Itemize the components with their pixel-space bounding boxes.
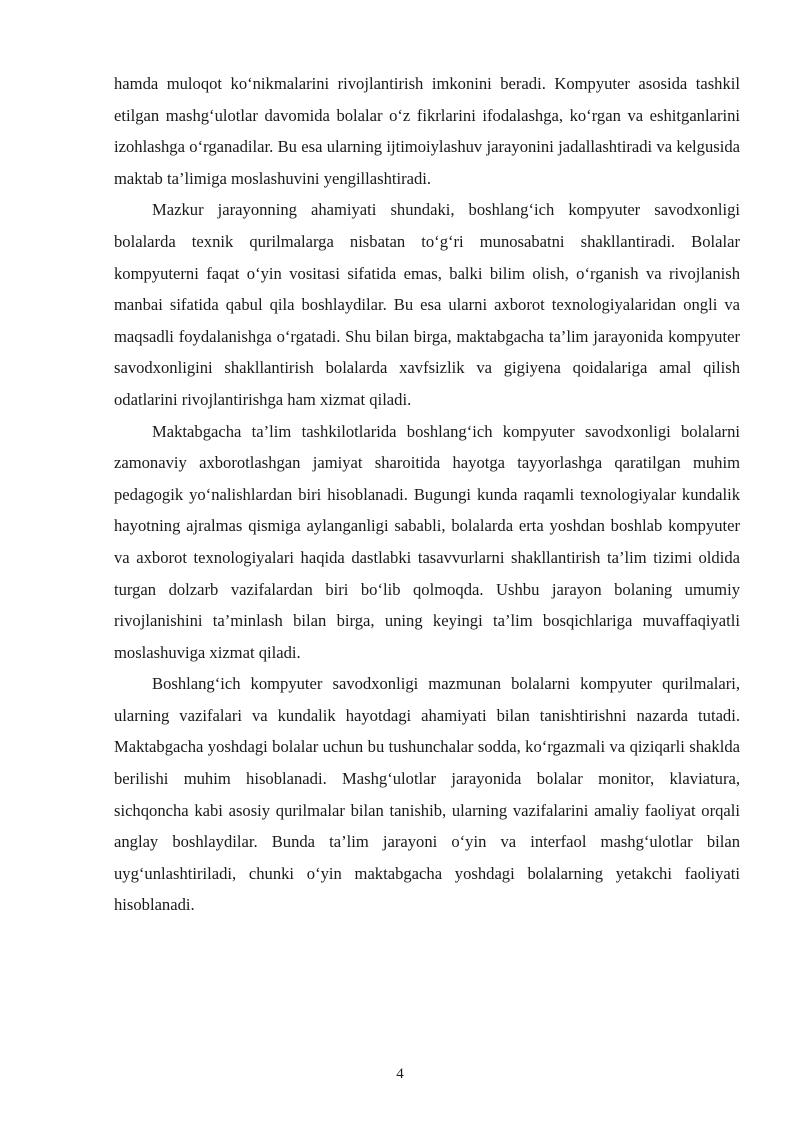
- paragraph: Mazkur jarayonning ahamiyati shundaki, boshlang‘ich kompyuter savodxonligi bolalarda texnik qurilmalarga nisbatan to‘g‘ri munosabatni shakllantiradi. Bolalar kompyuterni faqat o‘yin vositasi sifatida emas, balki bilim olish, o‘rganish va rivojlanish manbai sifatida qabul qila boshlaydilar. Bu esa ularni axborot texnologiyalaridan ongli va maqsadli foydalanishga o‘rgatadi. Shu bilan birga, maktabgacha ta’lim jarayonida kompyuter savodxonligini shakllantirish bolalarda xavfsizlik va gigiyena qoidalariga amal qilish odatlarini rivojlantirishga ham xizmat qiladi.: [114, 200, 740, 409]
- paragraph-continued: hamda muloqot ko‘nikmalarini rivojlantirish imkonini beradi. Kompyuter asosida tashkil etilgan mashg‘ulotlar davomida bolalar o‘z fikrlarini ifodalashga, ko‘rgan va eshitganlarini izohlashga o‘rganadilar. Bu esa ularning ijtimoiylashuv jarayonini jadallashtiradi va kelgusida maktab ta’limiga moslashuvini yengillashtiradi.: [114, 74, 740, 188]
- body-text: [114, 68, 740, 921]
- paragraph: Boshlang‘ich kompyuter savodxonligi mazmunan bolalarni kompyuter qurilmalari, ularning vazifalari va kundalik hayotdagi ahamiyati bilan tanishtirishni nazarda tutadi. Maktabgacha yoshdagi bolalar uchun bu tushunchalar sodda, ko‘rgazmali va qiziqarli shaklda berilishi muhim hisoblanadi. Mashg‘ulotlar jarayonida bolalar monitor, klaviatura, sichqoncha kabi asosiy qurilmalar bilan tanishib, ularning vazifalarini amaliy faoliyat orqali anglay boshlaydilar. Bunda ta’lim jarayoni o‘yin va interfaol mashg‘ulotlar bilan uyg‘unlashtiriladi, chunki o‘yin maktabgacha yoshdagi bolalarning yetakchi faoliyati hisoblanadi.: [114, 674, 740, 915]
- page-number: 4: [396, 1066, 404, 1082]
- paragraph: Maktabgacha ta’lim tashkilotlarida boshlang‘ich kompyuter savodxonligi bolalarni zamonaviy axborotlashgan jamiyat sharoitida hayotga tayyorlashga qaratilgan muhim pedagogik yo‘nalishlardan biri hisoblanadi. Bugungi kunda raqamli texnologiyalar kundalik hayotning ajralmas qismiga aylanganligi sababli, bolalarda erta yoshdan boshlab kompyuter va axborot texnologiyalari haqida dastlabki tasavvurlarni shakllantirish ta’lim tizimi oldida turgan dolzarb vazifalardan biri bo‘lib qolmoqda. Ushbu jarayon bolaning umumiy rivojlanishini ta’minlash bilan birga, uning keyingi ta’lim bosqichlariga muvaffaqiyatli moslashuviga xizmat qiladi.: [114, 421, 740, 662]
